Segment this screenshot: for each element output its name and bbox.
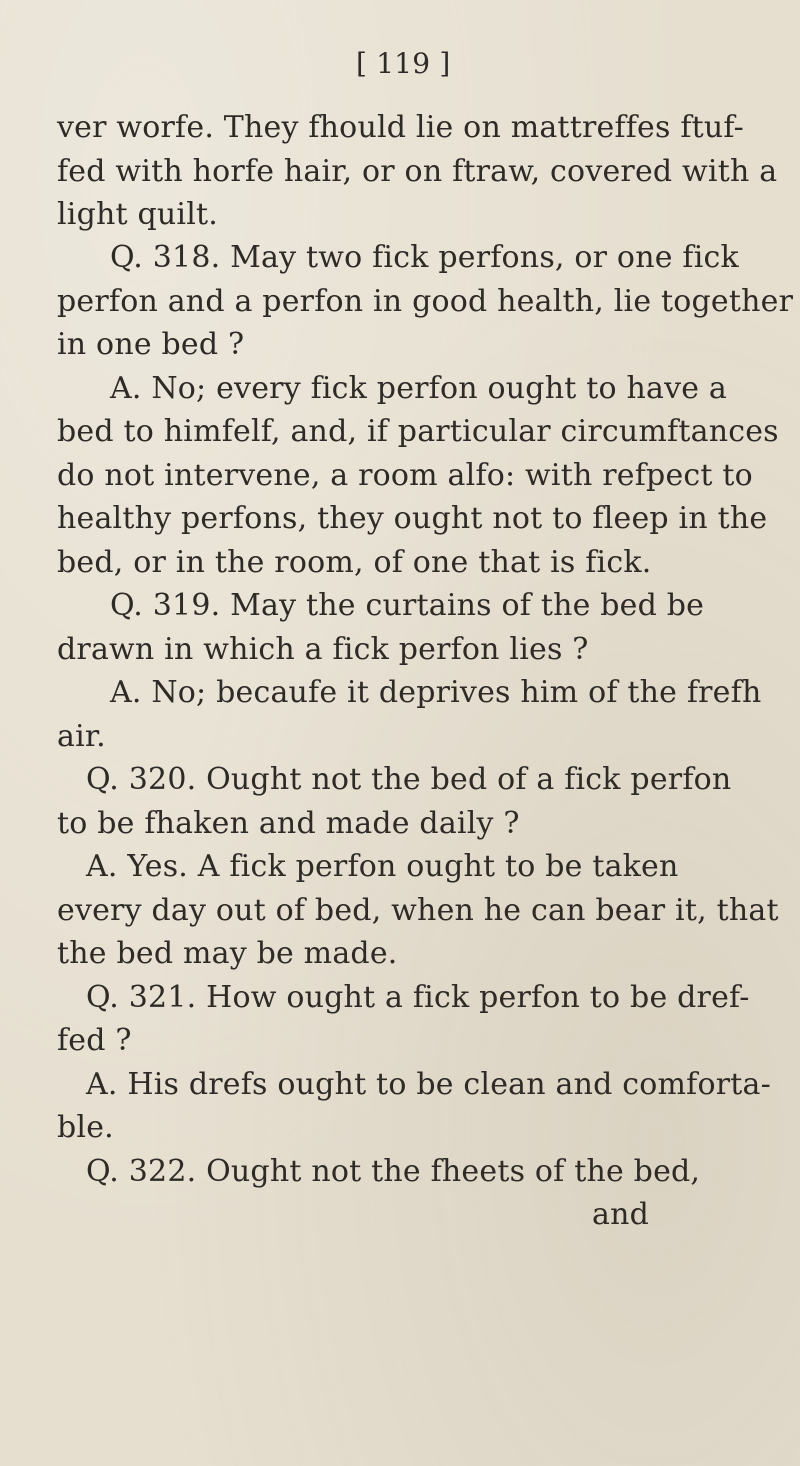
question-319: Q. 319. May the curtains of the bed be [110,588,705,623]
text-line: perfon and a perfon in good health, lie together [57,284,794,319]
answer-321: A. His drefs ought to be clean and comforta- [86,1067,771,1102]
text-line: in one bed ? [57,327,245,362]
text-line: the bed may be made. [57,936,398,971]
catchword: and [592,1197,650,1232]
question-318: Q. 318. May two fick perfons, or one fick [110,240,739,275]
text-line: air. [57,719,106,754]
answer-318: A. No; every fick perfon ought to have a [110,371,727,406]
question-322: Q. 322. Ought not the fheets of the bed, [86,1154,701,1189]
text-line: bed to himfelf, and, if particular circumftances [57,414,779,449]
question-320: Q. 320. Ought not the bed of a fick perfon [86,762,732,797]
text-line: fed with horfe hair, or on ftraw, covered with a [57,154,778,189]
text-line: bed, or in the room, of one that is fick. [57,545,652,580]
text-line: light quilt. [57,197,219,232]
text-line: every day out of bed, when he can bear it, that [57,893,779,928]
page-number: [ 119 ] [356,47,451,80]
text-line: to be fhaken and made daily ? [57,806,520,841]
text-line: fed ? [57,1023,132,1058]
text-line: drawn in which a fick perfon lies ? [57,632,589,667]
answer-319: A. No; becaufe it deprives him of the frefh [110,675,762,710]
text-line: ble. [57,1110,114,1145]
text-line: ver worfe. They fhould lie on mattreffes ftuf- [57,110,744,145]
answer-320: A. Yes. A fick perfon ought to be taken [86,849,679,884]
question-321: Q. 321. How ought a fick perfon to be dref- [86,980,750,1015]
text-line: do not intervene, a room alfo: with refpect to [57,458,753,493]
text-line: healthy perfons, they ought not to fleep in the [57,501,768,536]
